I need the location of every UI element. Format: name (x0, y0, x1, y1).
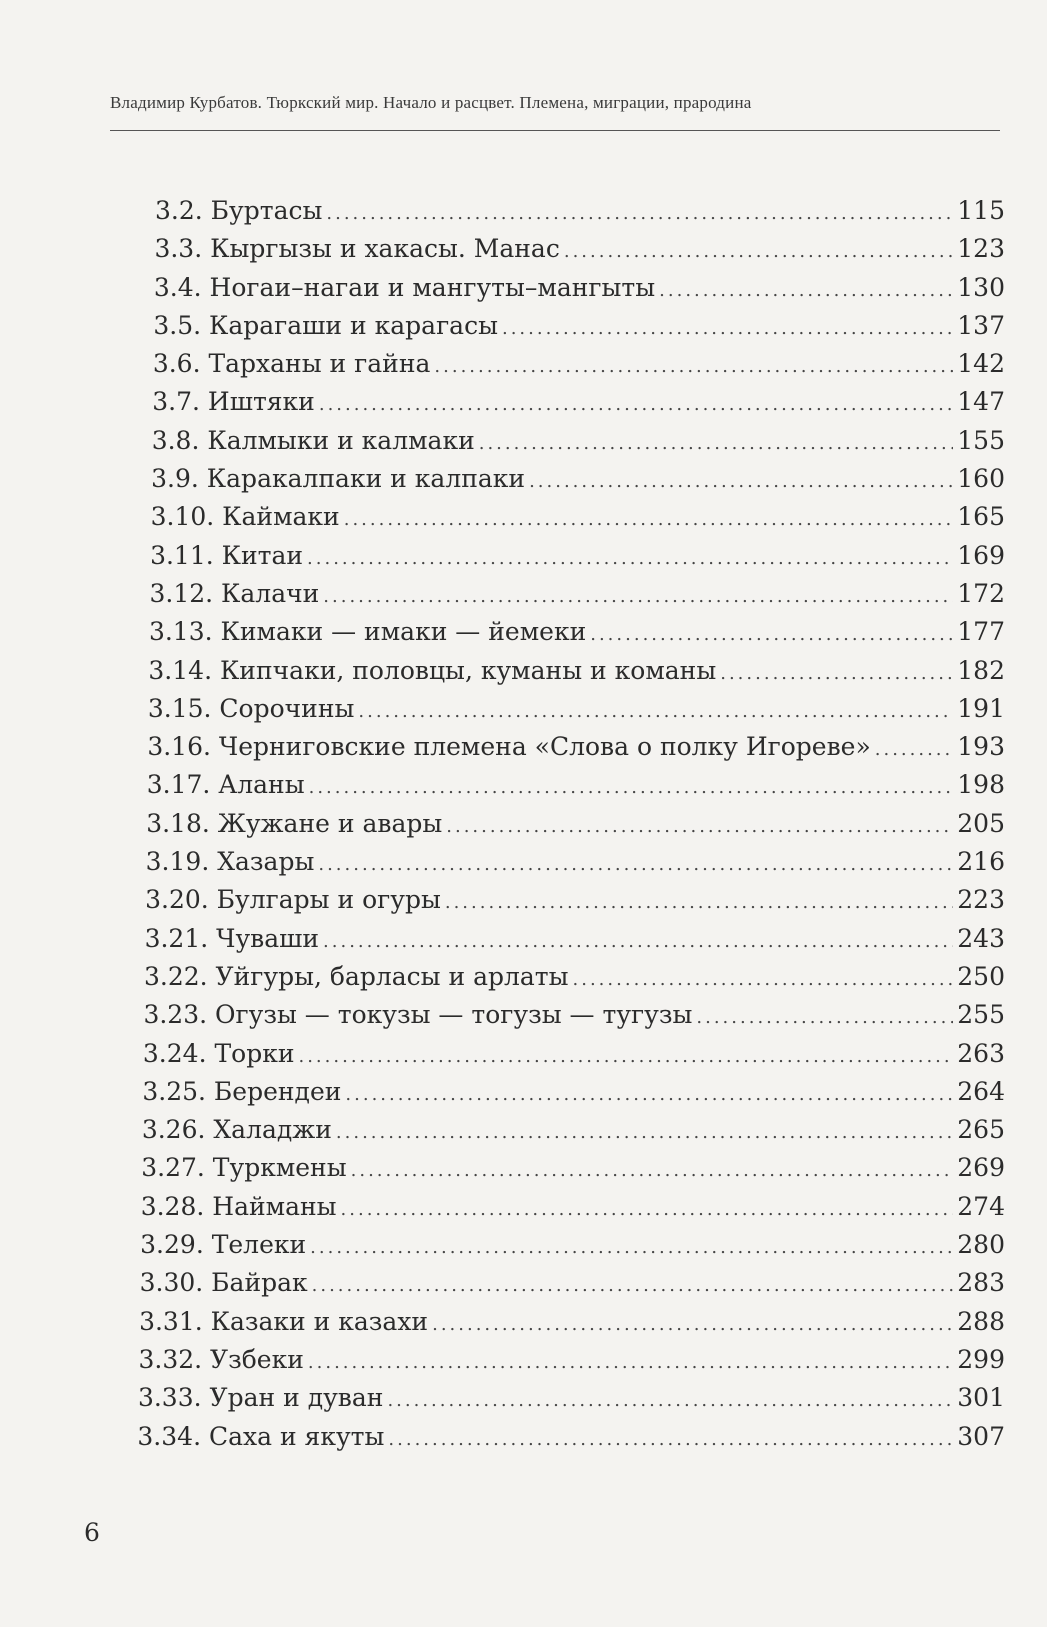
toc-entry-title: 3.13. Кимаки — имаки — йемеки (148, 617, 587, 647)
toc-entry-page: 301 (957, 1383, 1005, 1413)
toc-entry-title: 3.25. Берендеи (142, 1076, 342, 1106)
toc-entry-page: 269 (957, 1153, 1005, 1183)
toc-entry (149, 617, 1005, 655)
toc-entry-title: 3.3. Кыргызы и хакасы. Манас (154, 234, 560, 264)
toc-dot-leader (388, 1429, 953, 1450)
toc-entry-title: 3.18. Жужане и авары (146, 808, 443, 838)
toc-entry-title: 3.8. Калмыки и калмаки (151, 425, 475, 455)
toc-entry-page: 169 (957, 540, 1005, 570)
toc-entry-title: 3.21. Чуваши (144, 923, 320, 953)
toc-entry (142, 1115, 1005, 1153)
toc-entry-title: 3.24. Торки (142, 1038, 295, 1068)
toc-entry-page: 264 (957, 1076, 1005, 1106)
toc-entry-page: 205 (957, 808, 1005, 838)
toc-entry-title: 3.34. Саха и якуты (137, 1421, 385, 1451)
toc-entry-page: 265 (957, 1115, 1005, 1145)
toc-entry-title: 3.32. Узбеки (138, 1344, 304, 1374)
toc-dot-leader (307, 548, 953, 569)
toc-entry (145, 885, 1005, 923)
toc-entry-title: 3.28. Найманы (140, 1191, 337, 1221)
toc-dot-leader (529, 471, 953, 492)
toc-entry-title: 3.14. Кипчаки, половцы, куманы и команы (148, 655, 717, 685)
toc-entry-page: 130 (957, 272, 1005, 302)
toc-entry-title: 3.9. Каракалпаки и калпаки (151, 464, 526, 494)
toc-entry (153, 311, 1005, 349)
toc-entry-title: 3.17. Аланы (146, 770, 305, 800)
toc-dot-leader (434, 356, 953, 377)
toc-entry-page: 216 (957, 847, 1005, 877)
toc-dot-leader (323, 586, 953, 607)
toc-entry-title: 3.27. Туркмены (141, 1153, 347, 1183)
toc-entry (155, 196, 1005, 234)
toc-dot-leader (446, 816, 953, 837)
toc-entry-title: 3.4. Ногаи–нагаи и мангуты–мангыты (153, 272, 656, 302)
toc-entry (151, 464, 1005, 502)
toc-entry (141, 1192, 1005, 1230)
toc-entry-title: 3.6. Тарханы и гайна (152, 349, 431, 379)
toc-dot-leader (326, 203, 953, 224)
toc-dot-leader (308, 1352, 953, 1373)
toc-entry-title: 3.11. Китаи (150, 540, 304, 570)
toc-dot-leader (358, 701, 953, 722)
toc-entry (150, 579, 1006, 617)
toc-entry-page: 299 (957, 1344, 1005, 1374)
toc-entry-title: 3.23. Огузы — токузы — тогузы — тугузы (143, 1000, 693, 1030)
toc-entry-page: 147 (957, 387, 1005, 417)
toc-entry-title: 3.5. Карагаши и карагасы (153, 310, 498, 340)
toc-entry (145, 924, 1005, 962)
toc-entry-page: 283 (957, 1268, 1005, 1298)
toc-entry (146, 847, 1005, 885)
toc-dot-leader (336, 1122, 953, 1143)
toc-entry-page: 155 (957, 425, 1005, 455)
toc-dot-leader (720, 663, 953, 684)
toc-dot-leader (659, 280, 953, 301)
toc-dot-leader (573, 969, 954, 990)
table-of-contents (137, 196, 1005, 1460)
toc-entry (144, 962, 1005, 1000)
toc-entry-title: 3.30. Байрак (139, 1268, 308, 1298)
toc-dot-leader (351, 1160, 954, 1181)
toc-dot-leader (323, 931, 953, 952)
toc-entry-title: 3.33. Уран и дуван (137, 1383, 384, 1413)
page-number: 6 (84, 1518, 100, 1547)
toc-entry-title: 3.22. Уйгуры, барласы и арлаты (144, 961, 569, 991)
toc-entry-page: 160 (957, 464, 1005, 494)
toc-entry-page: 263 (957, 1038, 1005, 1068)
toc-dot-leader (319, 394, 953, 415)
toc-entry-title: 3.31. Казаки и казахи (139, 1306, 429, 1336)
toc-entry (143, 1039, 1005, 1077)
toc-entry (138, 1383, 1005, 1421)
toc-entry (147, 770, 1005, 808)
toc-dot-leader (312, 1275, 954, 1296)
toc-entry-page: 307 (957, 1421, 1005, 1451)
toc-dot-leader (875, 739, 954, 760)
toc-entry-page: 243 (957, 923, 1005, 953)
toc-dot-leader (298, 1046, 953, 1067)
toc-dot-leader (696, 1007, 953, 1028)
toc-entry-page: 115 (957, 196, 1005, 225)
toc-dot-leader (445, 892, 953, 913)
toc-entry-title: 3.16. Черниговские племена «Слова о полку Игореве» (147, 732, 871, 762)
toc-entry (147, 732, 1005, 770)
toc-entry-page: 142 (957, 349, 1005, 379)
toc-entry-title: 3.20. Булгары и огуры (145, 885, 441, 915)
toc-entry-title: 3.10. Каймаки (150, 502, 340, 532)
toc-entry-title: 3.19. Хазары (145, 847, 315, 877)
running-header: Владимир Курбатов. Тюркский мир. Начало и расцвет. Племена, миграции, прародина (110, 93, 752, 112)
toc-entry-page: 191 (957, 693, 1005, 723)
toc-entry-title: 3.2. Буртасы (155, 196, 323, 225)
toc-entry (148, 694, 1005, 732)
toc-entry (154, 234, 1005, 272)
header-rule (110, 130, 1000, 131)
toc-entry (139, 1345, 1006, 1383)
toc-entry-page: 198 (957, 770, 1005, 800)
toc-dot-leader (341, 1199, 954, 1220)
toc-entry-page: 172 (957, 578, 1005, 608)
toc-dot-leader (344, 509, 954, 530)
toc-entry-page: 177 (957, 617, 1005, 647)
toc-entry (142, 1077, 1005, 1115)
toc-dot-leader (502, 318, 953, 339)
toc-entry-title: 3.12. Калачи (149, 578, 320, 608)
toc-entry (139, 1307, 1005, 1345)
toc-entry-page: 255 (957, 1000, 1005, 1030)
toc-dot-leader (310, 1237, 953, 1258)
toc-dot-leader (318, 854, 953, 875)
toc-dot-leader (309, 777, 954, 798)
toc-entry-page: 165 (957, 502, 1005, 532)
toc-entry (141, 1153, 1005, 1191)
toc-entry (140, 1230, 1005, 1268)
toc-dot-leader (479, 433, 954, 454)
toc-entry (146, 809, 1005, 847)
toc-dot-leader (590, 624, 953, 645)
toc-entry (152, 387, 1005, 425)
toc-entry (137, 1422, 1005, 1460)
toc-entry (151, 502, 1005, 540)
toc-entry-page: 123 (957, 234, 1005, 264)
toc-entry-page: 193 (957, 732, 1005, 762)
toc-entry-page: 182 (957, 655, 1005, 685)
toc-entry-page: 274 (957, 1191, 1005, 1221)
toc-dot-leader (387, 1390, 953, 1411)
toc-entry (140, 1268, 1005, 1306)
toc-dot-leader (432, 1314, 953, 1335)
toc-entry-title: 3.29. Телеки (140, 1230, 307, 1260)
toc-entry (153, 349, 1005, 387)
toc-dot-leader (564, 241, 953, 262)
toc-entry-page: 250 (957, 961, 1005, 991)
toc-dot-leader (345, 1084, 953, 1105)
toc-entry-page: 288 (957, 1306, 1005, 1336)
toc-entry-title: 3.7. Иштяки (152, 387, 315, 417)
toc-entry (152, 426, 1005, 464)
toc-entry (143, 1000, 1005, 1038)
toc-entry (150, 541, 1005, 579)
toc-entry-title: 3.26. Халаджи (141, 1115, 332, 1145)
toc-entry-title: 3.15. Сорочины (147, 693, 355, 723)
toc-entry-page: 137 (957, 310, 1005, 340)
toc-entry (148, 656, 1005, 694)
toc-entry-page: 280 (957, 1230, 1005, 1260)
toc-entry-page: 223 (957, 885, 1005, 915)
toc-entry (154, 273, 1005, 311)
